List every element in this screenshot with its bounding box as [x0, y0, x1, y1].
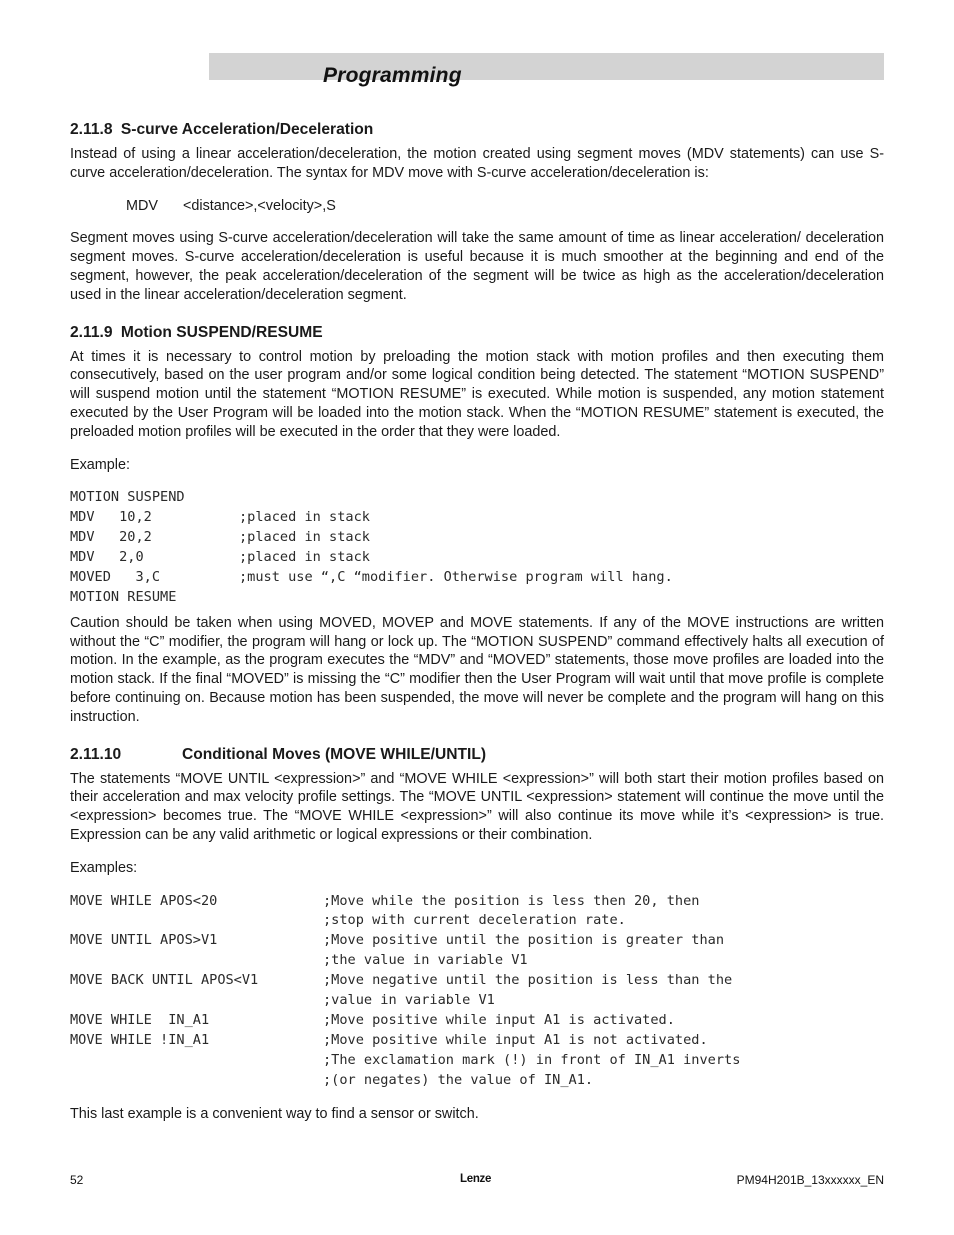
paragraph: Segment moves using S-curve acceleration/deceleration will take the same amount of time as linear acceleration/ deceleration segment moves. S-curve acceleration/deceleration is useful because it is much smoother at the beginning and end of the segment, however, the peak acceleration/deceleration of the segment will be twice as high as the acceleration/deceleration used in the linear acceleration/deceleration segment.: [70, 230, 884, 303]
code-line: MOVE WHILE !IN_A1 ;Move positive while input A1 is not activated.: [70, 1031, 708, 1048]
code-line: MOVE WHILE APOS<20 ;Move while the position is less then 20, then: [70, 892, 700, 909]
paragraph: This last example is a convenient way to find a sensor or switch.: [70, 1105, 479, 1122]
section-number: 2.11.10: [70, 745, 122, 763]
code-line: MOVED 3,C ;must use “,C “modifier. Otherwise program will hang.: [70, 568, 673, 585]
code-line: ;(or negates) the value of IN_A1.: [323, 1071, 594, 1088]
code-line: MDV 20,2 ;placed in stack: [70, 529, 370, 546]
code-line: ;stop with current deceleration rate.: [323, 912, 626, 929]
document-id: PM94H201B_13xxxxxx_EN: [736, 1173, 884, 1187]
code-line: MOVE BACK UNTIL APOS<V1 ;Move negative until the position is less than the: [70, 972, 733, 989]
code-line: ;value in variable V1: [323, 992, 495, 1009]
syntax-line: [70, 197, 884, 216]
code-line: MOTION SUSPEND: [70, 489, 185, 506]
paragraph: At times it is necessary to control motion by preloading the motion stack with motion profiles and then executing them consecutively, based on the user program and/or some logical condition being detected. The statement “MOTION SUSPEND” will suspend motion until the statement “MOTION RESUME” is executed. While motion is suspended, any motion statement executed by the User Program will be loaded into the motion stack. When the “MOTION RESUME” statement is executed, the preloaded motion profiles will be executed in the order that they were loaded.: [70, 348, 884, 440]
code-line: MOVE WHILE IN_A1 ;Move positive while input A1 is activated.: [70, 1012, 675, 1028]
paragraph: The statements “MOVE UNTIL <expression>” and “MOVE WHILE <expression>” will both start their motion profiles based on their acceleration and max velocity profile settings. The “MOVE UNTIL <expression> statement will continue the move until the <expression> becomes true. The “MOVE WHILE <expression>” will also continue its move while it’s <expression> is true. Expression can be any valid arithmetic or logical expressions or their combination.: [70, 770, 884, 843]
section-heading-suspend: [70, 323, 884, 343]
syntax-args: <distance>,<velocity>,S: [183, 197, 336, 214]
header-bar: [209, 53, 884, 80]
page-number: 52: [70, 1173, 84, 1187]
page-content: [70, 120, 884, 1123]
example-label: Example:: [70, 456, 130, 473]
code-line: ;The exclamation mark (!) in front of IN_A1 inverts: [323, 1051, 741, 1068]
code-block-conditional: [70, 892, 884, 1091]
code-line: MDV 2,0 ;placed in stack: [70, 549, 370, 566]
brand-logo: Lenze: [460, 1173, 492, 1185]
section-title: Conditional Moves (MOVE WHILE/UNTIL): [182, 745, 487, 763]
page-header-title: Programming: [323, 64, 462, 87]
section-number: 2.11.8: [70, 121, 113, 138]
code-line: MOVE UNTIL APOS>V1 ;Move positive until the position is greater than: [70, 932, 725, 949]
section-number: 2.11.9: [70, 323, 113, 341]
code-line: MOTION RESUME: [70, 588, 177, 605]
examples-label: Examples:: [70, 859, 138, 876]
syntax-keyword: MDV: [126, 197, 158, 214]
paragraph: Caution should be taken when using MOVED, MOVEP and MOVE statements. If any of the MOVE instructions are written without the “C” modifier, the program will hang or lock up. The “MOTION SUSPEND” command effectively halts all execution of motion. In the example, as the program executes the “MDV” and “MOVED” statements, those move profiles are loaded into the motion stack. If the final “MOVED” is missing the “C” modifier then the User Program will wait until that move profile is complete before continuing on. Because motion has been suspended, the move will never be complete and the program will hang on this instruction.: [70, 614, 884, 725]
section-heading-conditional: [70, 745, 884, 765]
code-line: MDV 10,2 ;placed in stack: [70, 509, 370, 526]
section-title: S-curve Acceleration/Deceleration: [120, 121, 374, 138]
paragraph: Instead of using a linear acceleration/deceleration, the motion created using segment moves (MDV statements) can use S-curve acceleration/deceleration. The syntax for MDV move with S-curve acceleration/deceleration is:: [70, 146, 884, 181]
code-line: ;the value in variable V1: [323, 952, 528, 969]
code-block-suspend: [70, 488, 884, 607]
section-title: Motion SUSPEND/RESUME: [120, 323, 323, 341]
section-heading-scurve: [70, 120, 884, 140]
